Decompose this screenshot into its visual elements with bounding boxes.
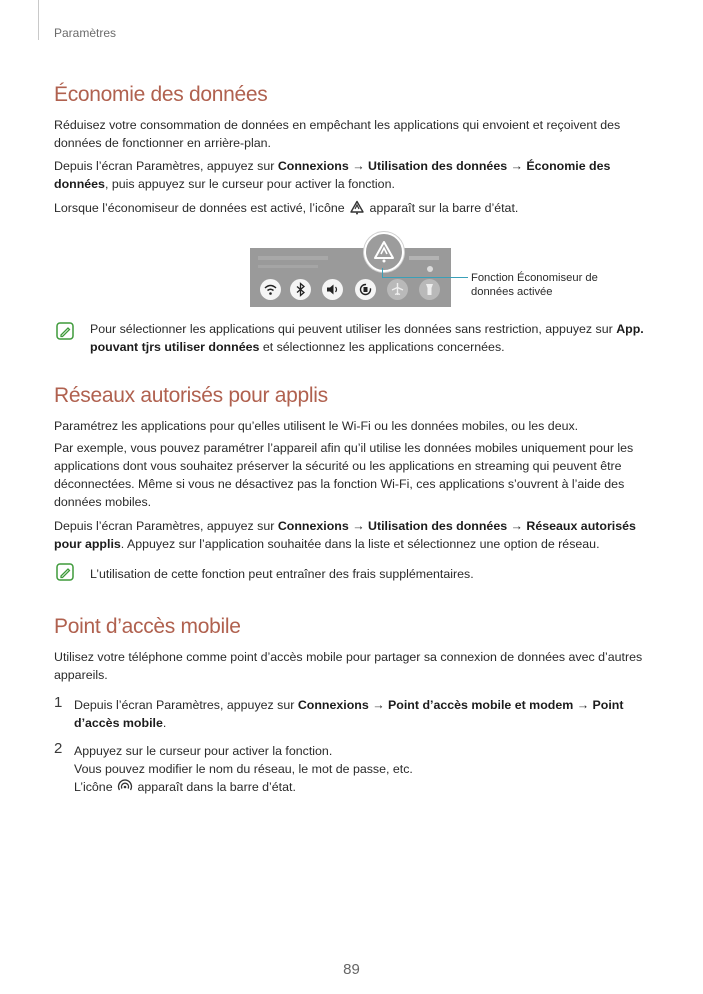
- note-icon: [56, 563, 74, 586]
- data-saver-highlight-icon: [366, 234, 402, 270]
- data-saver-callout-circle: [364, 232, 404, 272]
- path-data-saver: Économie des données: [54, 159, 611, 191]
- callout-leader-horizontal: [382, 277, 468, 278]
- data-saver-status-text: Lorsque l’économiseur de données est activé, l’icône apparaît sur la barre d’état.: [54, 201, 519, 215]
- auto-rotate-toggle-icon: [355, 279, 376, 300]
- callout-label: Fonction Économiseur de données activée: [471, 272, 598, 298]
- allowed-networks-note: L’utilisation de cette fonction peut entraîner des frais supplémentaires.: [90, 567, 474, 581]
- sound-toggle-icon: [322, 279, 343, 300]
- step-number: 1: [54, 694, 63, 711]
- data-saver-path: Depuis l’écran Paramètres, appuyez sur Connexions → Utilisation des données → Économie des données, puis appuyez sur le curseur pour activer la fonction.: [54, 159, 611, 191]
- section-title-allowed-networks: Réseaux autorisés pour applis: [54, 384, 328, 407]
- page-number: 89: [343, 961, 360, 978]
- path-data-usage: Utilisation des données: [368, 159, 508, 173]
- hotspot-step-2: Appuyez sur le curseur pour activer la fonction. Vous pouvez modifier le nom du réseau, le mot de passe, etc. L’icône apparaît dans la barre d’état.: [74, 744, 413, 794]
- path-connexions: Connexions: [277, 159, 349, 173]
- section-title-mobile-hotspot: Point d’accès mobile: [54, 615, 241, 638]
- bluetooth-toggle-icon: [290, 279, 311, 300]
- step-number: 2: [54, 740, 63, 757]
- wifi-toggle-icon: [260, 279, 281, 300]
- data-saver-intro: Réduisez votre consommation de données en empêchant les applications qui envoient et reçoivent des données de fonctionner en arrière-plan.: [54, 118, 621, 150]
- airplane-mode-icon: [387, 279, 408, 300]
- data-saver-icon: [348, 200, 366, 216]
- flashlight-icon: [419, 279, 440, 300]
- running-header: Paramètres: [54, 26, 117, 40]
- note-icon: [56, 322, 74, 345]
- allowed-networks-example: Par exemple, vous pouvez paramétrer l’appareil afin qu’il utilise les données mobiles uniquement pour les applications dont vous souhaitez préserver la sécurité ou les applications en streaming qui peuvent être déconnectées. Même si vous ne désactivez pas la fonction Wi-Fi, ces applications s’ouvrent à l’aide des données mobiles.: [54, 441, 634, 509]
- allowed-networks-path: Depuis l’écran Paramètres, appuyez sur Connexions → Utilisation des données → Réseaux autorisés pour applis. Appuyez sur l’application souhaitée dans la liste et sélectionnez une option de réseau.: [54, 519, 636, 551]
- data-saver-note: Pour sélectionner les applications qui peuvent utiliser les données sans restriction, appuyez sur App. pouvant tjrs utiliser données et sélectionnez les applications concernées.: [90, 322, 644, 354]
- mobile-hotspot-intro: Utilisez votre téléphone comme point d’accès mobile pour partager sa connexion de données avec d’autres appareils.: [54, 650, 643, 682]
- section-title-data-saver: Économie des données: [54, 83, 268, 106]
- header-rule: [38, 0, 39, 40]
- allowed-networks-intro: Paramétrez les applications pour qu’elles utilisent le Wi-Fi ou les données mobiles, ou les deux.: [54, 419, 579, 433]
- hotspot-step-1: Depuis l’écran Paramètres, appuyez sur Connexions → Point d’accès mobile et modem → Point d’accès mobile.: [74, 698, 624, 730]
- hotspot-icon: [116, 779, 134, 795]
